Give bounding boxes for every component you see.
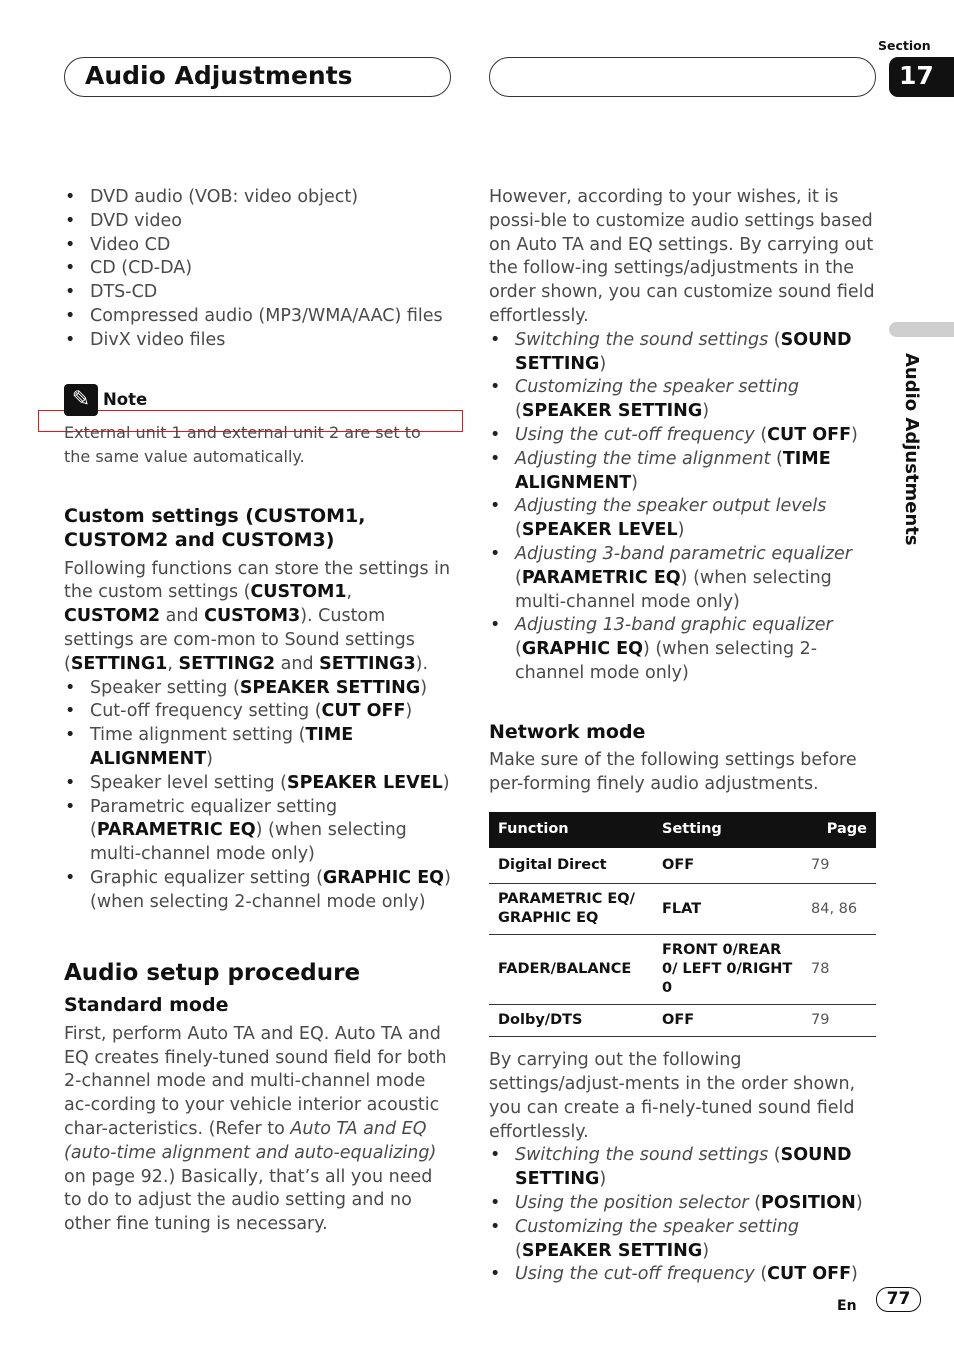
- heading-part: CUSTOM2: [64, 529, 169, 552]
- text: Speaker level setting (: [90, 772, 287, 793]
- settings-table: [489, 812, 876, 1037]
- text: ): [442, 772, 450, 793]
- list-item: • CD (CD-DA): [64, 257, 452, 281]
- keyword: PARAMETRIC EQ: [96, 820, 256, 841]
- keyword: TIME ALIGNMENT: [515, 448, 831, 493]
- list-item: • DVD audio (VOB: video object): [64, 186, 452, 210]
- media-list: [64, 186, 452, 353]
- custom-settings-heading: [64, 504, 452, 553]
- page-cell: 84, 86: [802, 884, 876, 935]
- table-row: [489, 1005, 876, 1037]
- list-item: • Using the cut-off frequency (CUT OFF): [489, 424, 877, 448]
- text: ): [206, 748, 213, 769]
- page-cell: 79: [802, 1005, 876, 1037]
- keyword: SPEAKER SETTING: [521, 1240, 703, 1261]
- heading-part: CUSTOM1: [253, 504, 359, 527]
- side-tab-marker: [889, 322, 954, 337]
- keyword: SPEAKER SETTING: [239, 677, 421, 698]
- list-item: [64, 772, 452, 796]
- network-intro: Make sure of the following settings before per-forming finely audio adjustments.: [489, 750, 857, 795]
- language-label: En: [837, 1298, 857, 1314]
- left-column: [64, 186, 452, 1237]
- list-item: [64, 724, 452, 772]
- list-item: • Customizing the speaker setting (SPEAKER SETTING): [489, 1216, 877, 1264]
- list-item: • Video CD: [64, 234, 452, 258]
- keyword: SOUND SETTING: [515, 329, 852, 374]
- section-label: Section: [878, 38, 931, 53]
- step-text: Switching the sound settings: [515, 329, 769, 350]
- function-cell: PARAMETRIC EQ/ GRAPHIC EQ: [489, 884, 653, 935]
- text: ): [405, 701, 413, 722]
- step-text: Switching the sound settings: [515, 1145, 769, 1166]
- list-item: • Using the cut-off frequency (CUT OFF): [489, 1263, 877, 1287]
- list-item: [64, 867, 452, 915]
- list-item: [64, 796, 452, 867]
- text: Time alignment setting (: [90, 725, 306, 746]
- text: ).: [415, 653, 429, 674]
- custom-settings-list: [64, 677, 452, 915]
- step-text: Using the cut-off frequency: [515, 424, 755, 445]
- side-tab-label: Audio Adjustments: [901, 353, 922, 546]
- text: (when selecting multi-channel mode only): [515, 567, 832, 612]
- page-title: Audio Adjustments: [64, 57, 451, 97]
- keyword: SETTING1: [70, 653, 168, 674]
- keyword: SETTING3: [319, 653, 416, 674]
- page-cell: 79: [802, 848, 876, 884]
- text: ): [420, 677, 428, 698]
- keyword: CUT OFF: [767, 1264, 852, 1285]
- column-header: Function: [489, 812, 653, 848]
- custom-steps-list: [489, 329, 877, 686]
- list-item: • Adjusting 13-band graphic equalizer (GRAPHIC EQ) (when selecting 2-channel mode only): [489, 614, 877, 685]
- setting-cell: OFF: [653, 848, 802, 884]
- column-header: Page: [802, 812, 876, 848]
- list-item: • Switching the sound settings (SOUND SETTING): [489, 1144, 877, 1192]
- keyword: SOUND SETTING: [515, 1145, 852, 1190]
- keyword: SPEAKER LEVEL: [521, 520, 678, 541]
- page-number: 77: [876, 1287, 921, 1312]
- text: Graphic equalizer setting (: [90, 867, 323, 888]
- list-item: [64, 700, 452, 724]
- text: Parametric equalizer setting (: [90, 796, 338, 841]
- heading-part: ): [325, 529, 335, 552]
- keyword: POSITION: [761, 1192, 856, 1213]
- function-cell: Dolby/DTS: [489, 1005, 653, 1037]
- list-item: • DivX video files: [64, 329, 452, 353]
- step-text: Adjusting 13-band graphic equalizer: [515, 615, 833, 636]
- text: Cut-off frequency setting (: [90, 701, 322, 722]
- keyword: SPEAKER SETTING: [521, 401, 703, 422]
- keyword: GRAPHIC EQ: [521, 639, 643, 660]
- text: and: [275, 653, 320, 674]
- list-item: • Switching the sound settings (SOUND SETTING): [489, 329, 877, 377]
- keyword: GRAPHIC EQ: [322, 867, 445, 888]
- column-header: Setting: [653, 812, 802, 848]
- function-cell: FADER/BALANCE: [489, 935, 653, 1005]
- text: Speaker setting (: [90, 677, 240, 698]
- keyword: CUSTOM2: [64, 606, 161, 627]
- page-cell: 78: [802, 935, 876, 1005]
- list-item: • Adjusting the time alignment (TIME ALIGNMENT): [489, 448, 877, 496]
- text: and: [160, 606, 205, 627]
- text: ). Custom settings are com-mon to Sound settings (: [64, 606, 415, 674]
- list-item: • Using the position selector (POSITION): [489, 1192, 877, 1216]
- note-text: External unit 1 and external unit 2 are set to the same value automatically.: [64, 422, 421, 466]
- keyword: CUSTOM1: [250, 582, 347, 603]
- text: (when selecting 2-channel mode only): [515, 639, 818, 683]
- keyword: SPEAKER LEVEL: [286, 772, 443, 793]
- keyword: CUSTOM3: [204, 606, 301, 627]
- list-item: • Adjusting 3-band parametric equalizer (PARAMETRIC EQ) (when selecting multi-channel mode only): [489, 543, 877, 614]
- list-item: • Customizing the speaker setting (SPEAKER SETTING): [489, 376, 877, 424]
- heading-part: Custom settings (: [64, 504, 254, 527]
- outro-paragraph: By carrying out the following settings/adjust-ments in the order shown, you can create a fi-nely-tuned sound field effortlessly.: [489, 1050, 856, 1142]
- pencil-icon: ✎: [64, 384, 98, 416]
- right-column: [489, 186, 877, 1287]
- table-row: [489, 884, 876, 935]
- text: ,: [167, 653, 179, 674]
- list-item: [64, 677, 452, 701]
- header-blank-pill: [489, 57, 876, 97]
- note-label: Note: [103, 389, 148, 409]
- table-header-row: [489, 812, 876, 848]
- audio-setup-heading: Audio setup procedure: [64, 959, 361, 986]
- keyword: CUT OFF: [321, 701, 406, 722]
- heading-part: and: [168, 529, 222, 552]
- text: ) (when selecting 2-channel mode only): [90, 867, 451, 912]
- step-text: Customizing the speaker setting: [515, 377, 800, 398]
- table-row: [489, 935, 876, 1005]
- text: ) (when selecting multi-channel mode only): [90, 820, 407, 865]
- step-text: Adjusting 3-band parametric equalizer: [515, 543, 852, 564]
- text: First, perform Auto TA and EQ. Auto TA and EQ creates finely-tuned sound field for both 2-channel mode and multi-channel mode ac-cording to your vehicle interior acoustic char-acteristics. (Refer to: [64, 1023, 447, 1140]
- list-item: • DTS-CD: [64, 281, 452, 305]
- setting-cell: OFF: [653, 1005, 802, 1037]
- standard-mode-paragraph: [64, 1023, 452, 1237]
- step-text: Adjusting the speaker output levels: [515, 496, 827, 517]
- keyword: PARAMETRIC EQ: [521, 567, 681, 588]
- heading-part: ,: [358, 504, 366, 527]
- step-text: Adjusting the time alignment: [515, 448, 771, 469]
- list-item: • DVD video: [64, 210, 452, 234]
- standard-mode-heading: Standard mode: [64, 994, 229, 1017]
- heading-part: CUSTOM3: [221, 529, 326, 552]
- setting-cell: FLAT: [653, 884, 802, 935]
- text: Following functions can store the settings in the custom settings (: [64, 558, 451, 603]
- function-cell: Digital Direct: [489, 848, 653, 884]
- keyword: CUT OFF: [767, 424, 852, 445]
- setting-cell: FRONT 0/REAR 0/ LEFT 0/RIGHT 0: [653, 935, 802, 1005]
- list-item: • Adjusting the speaker output levels (SPEAKER LEVEL): [489, 495, 877, 543]
- custom-settings-paragraph: [64, 558, 452, 677]
- text: on page 92.) Basically, that’s all you need to do to adjust the audio setting and no other fine tuning is necessary.: [64, 1166, 433, 1235]
- step-text: Using the position selector: [515, 1192, 749, 1213]
- note-header: [64, 384, 452, 416]
- keyword: TIME ALIGNMENT: [90, 725, 354, 769]
- reference: Auto TA and EQ (auto-time alignment and auto-equalizing): [64, 1119, 437, 1163]
- step-text: Customizing the speaker setting: [515, 1216, 800, 1237]
- step-text: Using the cut-off frequency: [515, 1264, 755, 1285]
- table-row: [489, 848, 876, 884]
- section-number-badge: 17: [889, 57, 954, 97]
- network-mode-heading: Network mode: [489, 720, 646, 743]
- list-item: • Compressed audio (MP3/WMA/AAC) files: [64, 305, 452, 329]
- keyword: SETTING2: [178, 653, 276, 674]
- intro-paragraph: However, according to your wishes, it is possi-ble to customize audio settings based on Auto TA and EQ settings. By carrying out the follow-ing settings/adjustments in the order shown, you can customize sound field effortlessly.: [489, 187, 875, 326]
- network-steps-list: [489, 1144, 877, 1287]
- text: ,: [346, 582, 353, 603]
